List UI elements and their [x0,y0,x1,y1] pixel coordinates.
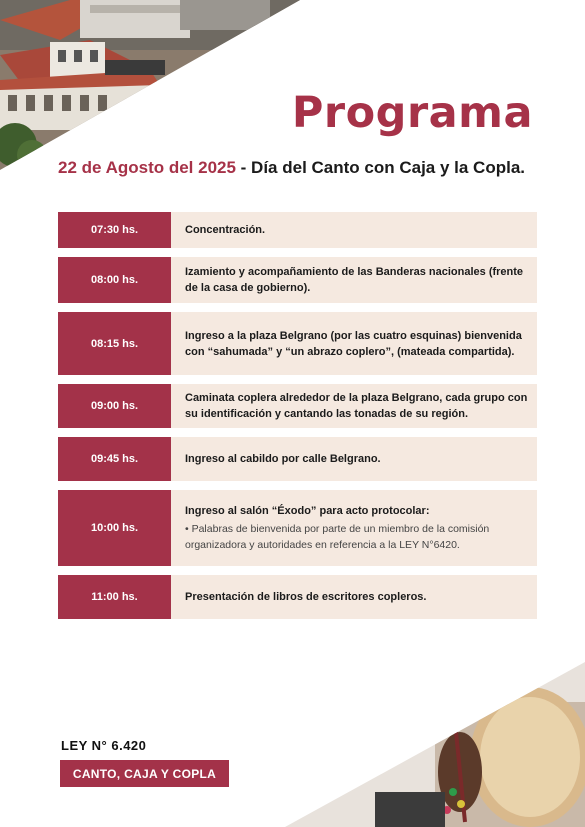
subtitle-separator: - [235,158,252,177]
event-name: Día del Canto con Caja y la Copla. [251,158,525,177]
schedule-time: 08:15 hs. [58,312,171,375]
schedule-time: 07:30 hs. [58,212,171,248]
schedule-row [58,257,537,303]
schedule-row [58,212,537,248]
schedule-time: 11:00 hs. [58,575,171,619]
schedule-list [58,212,537,628]
law-number: LEY N° 6.420 [61,738,147,753]
schedule-subnote: • Palabras de bienvenida por parte de un miembro de la comisión organizadora y autoridades en referencia a la LEY N°6420. [185,523,490,551]
event-subtitle [58,158,525,178]
schedule-row [58,575,537,619]
schedule-description: Concentración. [171,212,537,248]
event-date: 22 de Agosto del 2025 [58,158,236,177]
schedule-row [58,312,537,375]
schedule-description: Ingreso al salón “Éxodo” para acto protocolar: • Palabras de bienvenida por parte de un miembro de la comisión organizadora y autoridades en referencia a la LEY N°6420. [171,490,537,566]
drum-photo [285,662,585,827]
schedule-time: 09:45 hs. [58,437,171,481]
schedule-row [58,384,537,428]
schedule-time: 09:00 hs. [58,384,171,428]
page-title: Programa [291,88,533,138]
schedule-description: Izamiento y acompañamiento de las Banderas nacionales (frente de la casa de gobierno). [171,257,537,303]
schedule-row [58,437,537,481]
schedule-time: 10:00 hs. [58,490,171,566]
schedule-time: 08:00 hs. [58,257,171,303]
schedule-description: Ingreso a la plaza Belgrano (por las cuatro esquinas) bienvenida con “sahumada” y “un abrazo coplero”, (mateada compartida). [171,312,537,375]
header-photo [0,0,300,170]
schedule-description: Presentación de libros de escritores copleros. [171,575,537,619]
schedule-row [58,490,537,566]
schedule-description: Caminata coplera alrededor de la plaza Belgrano, cada grupo con su identificación y cantando las tonadas de su región. [171,384,537,428]
footer-badge: CANTO, CAJA Y COPLA [60,760,229,787]
schedule-description: Ingreso al cabildo por calle Belgrano. [171,437,537,481]
